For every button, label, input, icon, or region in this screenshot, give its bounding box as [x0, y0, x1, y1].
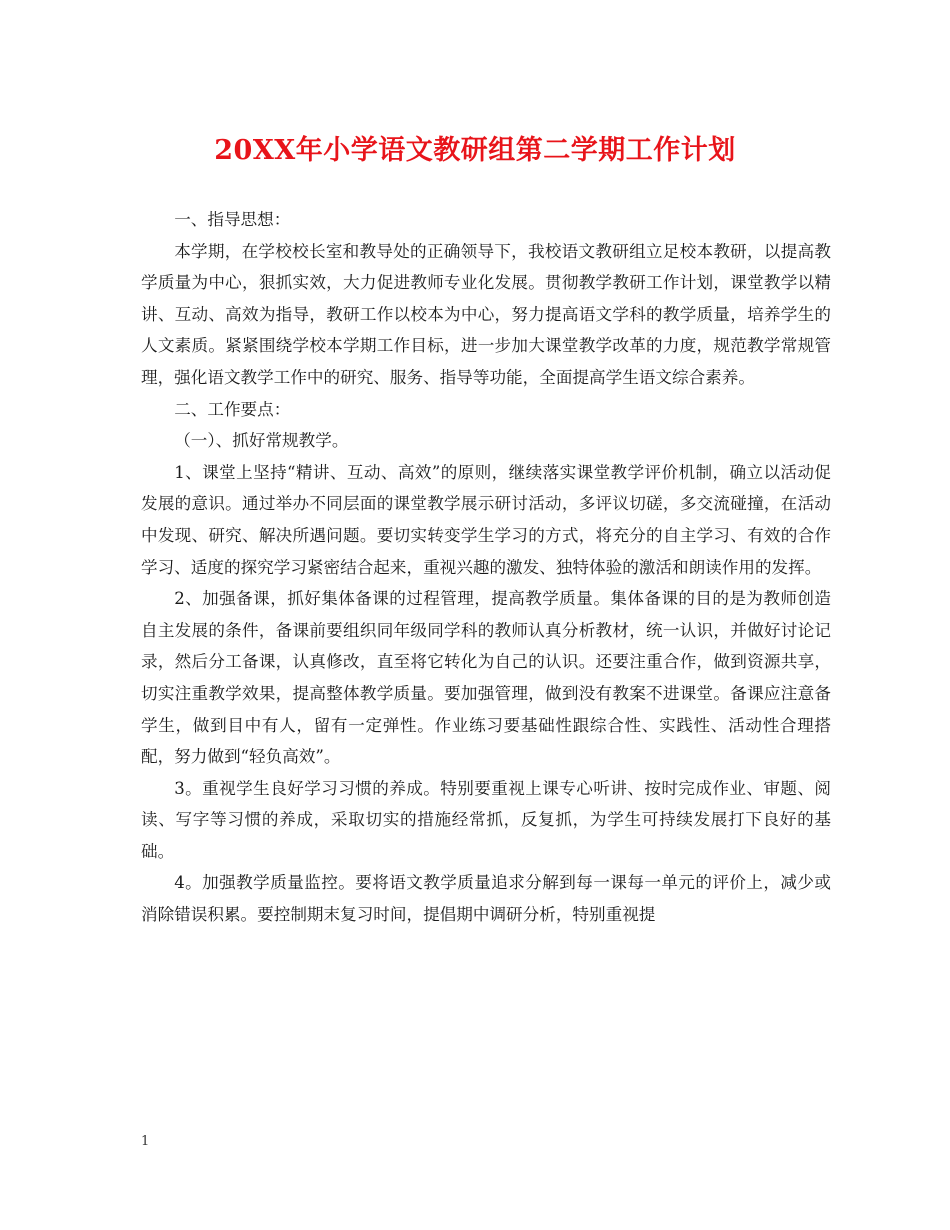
- subsection-heading-routine-teaching: （一）、抓好常规教学。: [174, 431, 349, 451]
- paragraph-item-1: 1、课堂上坚持“精讲、互动、高效”的原则，继续落实课堂教学评价机制，确立以活动促发展的意识。通过举办不同层面的课堂教学展示研讨活动，多评议切磋，多交流碰撞，在活动中发现、研究、解决所遇问题。要切实转变学生学习的方式，将充分的自主学习、有效的合作学习、适度的探究学习紧密结合起来，重视兴趣的激发、独特体验的激活和朗读作用的发挥。: [141, 462, 831, 577]
- paragraph-guiding-thought: 本学期，在学校校长室和教导处的正确领导下，我校语文教研组立足校本教研，以提高教学质量为中心，狠抓实效，大力促进教师专业化发展。贯彻教学教研工作计划，课堂教学以精讲、互动、高效为指导，教研工作以校本为中心，努力提高语文学科的教学质量，培养学生的人文素质。紧紧围绕学校本学期工作目标，进一步加大课堂教学改革的力度，规范教学常规管理，强化语文教学工作中的研究、服务、指导等功能，全面提高学生语文综合素养。: [141, 241, 831, 387]
- document-body: [141, 204, 831, 931]
- page-number: 1: [141, 1134, 150, 1149]
- section-heading-guiding-thought: 一、指导思想：: [174, 210, 291, 229]
- section-heading-work-points: 二、工作要点：: [174, 399, 291, 419]
- document-title: 20XX年小学语文教研组第二学期工作计划: [214, 135, 736, 166]
- paragraph-item-4: 4。加强教学质量监控。要将语文教学质量追求分解到每一课每一单元的评价上，减少或消除错误积累。要控制期末复习时间，提倡期中调研分析，特别重视提: [141, 873, 831, 925]
- paragraph-item-3: 3。重视学生良好学习习惯的养成。特别要重视上课专心听讲、按时完成作业、审题、阅读、写字等习惯的养成，采取切实的措施经常抓，反复抓，为学生可持续发展打下良好的基础。: [141, 778, 831, 861]
- paragraph-item-2: 2、加强备课，抓好集体备课的过程管理，提高教学质量。集体备课的目的是为教师创造自主发展的条件，备课前要组织同年级同学科的教师认真分析教材，统一认识，并做好讨论记录，然后分工备课，认真修改，直至将它转化为自己的认识。还要注重合作，做到资源共享，切实注重教学效果，提高整体教学质量。要加强管理，做到没有教案不进课堂。备课应注意备学生，做到目中有人，留有一定弹性。作业练习要基础性跟综合性、实践性、活动性合理搭配，努力做到“轻负高效”。: [141, 589, 831, 767]
